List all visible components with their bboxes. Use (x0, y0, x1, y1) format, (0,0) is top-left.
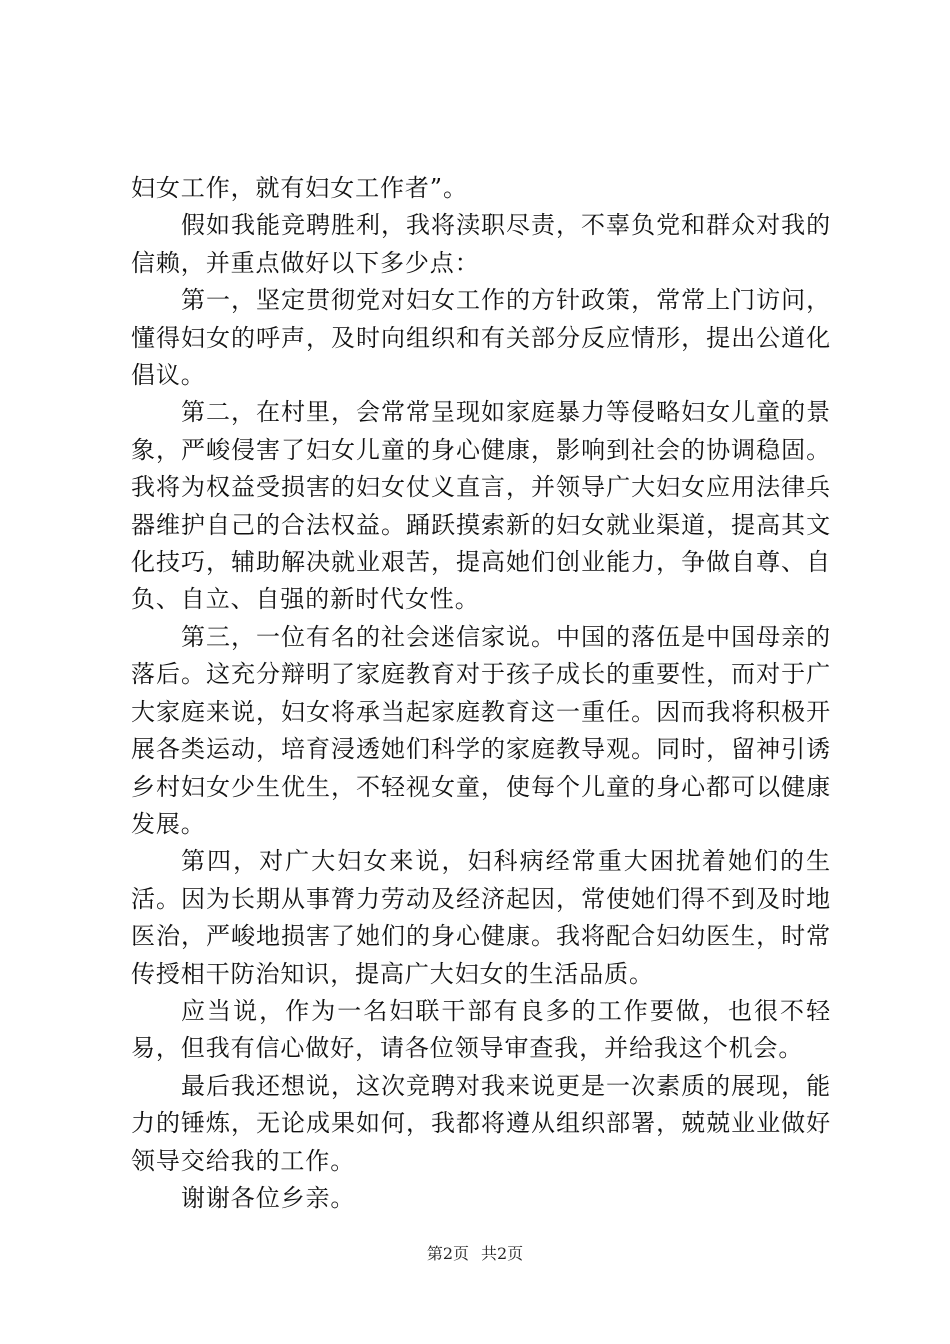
page-number: 第2页 (426, 1244, 469, 1263)
paragraph-intro: 假如我能竞聘胜利，我将渎职尽责，不辜负党和群众对我的信赖，并重点做好以下多少点： (131, 211, 831, 277)
paragraph-third-point: 第三，一位有名的社会迷信家说。中国的落伍是中国母亲的落后。这充分辩明了家庭教育对于孩子成长的重要性，而对于广大家庭来说，妇女将承当起家庭教育这一重任。因而我将积极开展各类运动，培育浸透她们科学的家庭教导观。同时，留神引诱乡村妇女少生优生，不轻视女童，使每个儿童的身心都可以健康发展。 (131, 622, 831, 838)
paragraph-first-point: 第一，坚定贯彻党对妇女工作的方针政策，常常上门访问，懂得妇女的呼声，及时向组织和有关部分反应情形，提出公道化倡议。 (131, 286, 831, 390)
page-footer (0, 1243, 950, 1265)
page-total: 共2页 (481, 1244, 524, 1263)
paragraph-thanks: 谢谢各位乡亲。 (181, 1183, 356, 1212)
paragraph-second-point: 第二，在村里，会常常呈现如家庭暴力等侵略妇女儿童的景象，严峻侵害了妇女儿童的身心健康，影响到社会的协调稳固。我将为权益受损害的妇女仗义直言，并领导广大妇女应用法律兵器维护自己的合法权益。踊跃摸索新的妇女就业渠道，提高其文化技巧，辅助解决就业艰苦，提高她们创业能力，争做自尊、自负、自立、自强的新时代女性。 (131, 398, 831, 614)
document-body (131, 170, 831, 1217)
paragraph-continuation: 妇女工作，就有妇女工作者”。 (131, 174, 468, 202)
paragraph-closing: 最后我还想说，这次竞聘对我来说更是一次素质的展现，能力的锤炼，无论成果如何，我都将遵从组织部署，兢兢业业做好领导交给我的工作。 (131, 1071, 831, 1175)
paragraph-fourth-point: 第四，对广大妇女来说，妇科病经常重大困扰着她们的生活。因为长期从事膂力劳动及经济起因，常使她们得不到及时地医治，严峻地损害了她们的身心健康。我将配合妇幼医生，时常传授相干防治知识，提高广大妇女的生活品质。 (131, 847, 831, 988)
paragraph-commitment: 应当说，作为一名妇联干部有良多的工作要做，也很不轻易，但我有信心做好，请各位领导审查我，并给我这个机会。 (131, 996, 831, 1063)
